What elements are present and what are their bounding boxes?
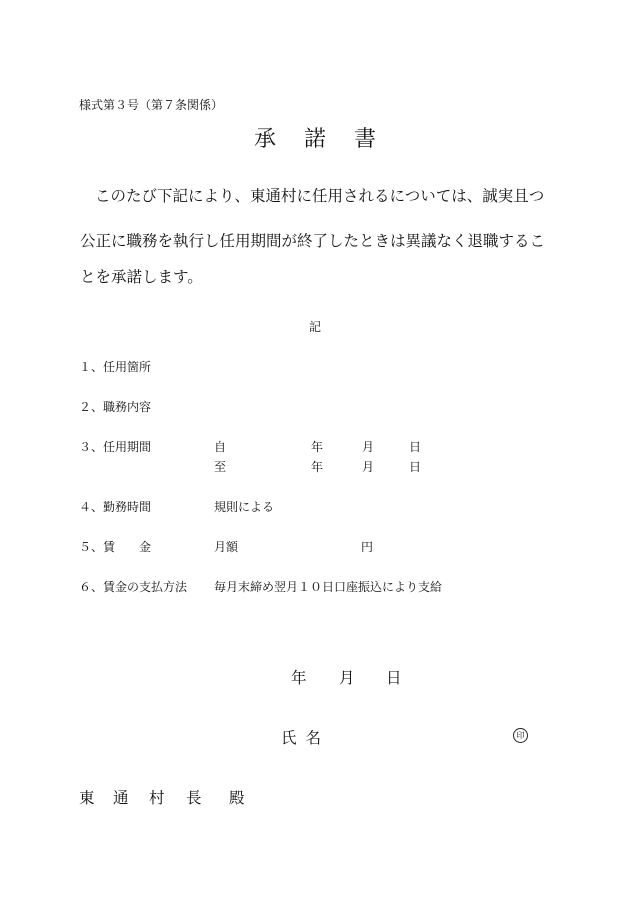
addressee bbox=[79, 786, 245, 808]
item-hours-label: ４、勤務時間 bbox=[79, 500, 152, 514]
seal-mark: 印 bbox=[513, 728, 528, 743]
body-line-3: とを承諾します。 bbox=[80, 268, 203, 286]
addressee-char-2: 通 bbox=[113, 789, 129, 807]
item-wage-unit: 円 bbox=[361, 540, 374, 554]
item-payment-value: 毎月末締め翌月１０日口座振込により支給 bbox=[214, 580, 443, 594]
period-to: 至 bbox=[214, 460, 227, 474]
name-label: 氏名 bbox=[281, 729, 331, 747]
period-from-month: 月 bbox=[362, 440, 375, 454]
item-duties-label: ２、職務内容 bbox=[79, 400, 152, 414]
item-wage-label: ５、賃 金 bbox=[79, 540, 152, 554]
addressee-char-4: 長 bbox=[186, 789, 202, 807]
body-line-1: このたび下記により、東通村に任用されるについては、誠実且つ bbox=[95, 187, 545, 205]
document-title: 承諾書 bbox=[253, 127, 404, 152]
addressee-char-1: 東 bbox=[79, 789, 95, 807]
item-hours-value: 規則による bbox=[214, 500, 275, 514]
period-from: 自 bbox=[214, 440, 227, 454]
date-day: 日 bbox=[386, 669, 402, 687]
body-line-2: 公正に職務を執行し任用期間が終了したときは異議なく退職するこ bbox=[80, 232, 546, 250]
period-to-day: 日 bbox=[409, 460, 422, 474]
period-from-year: 年 bbox=[311, 440, 324, 454]
item-wage-value: 月額 bbox=[214, 540, 239, 554]
form-number: 様式第３号（第７条関係） bbox=[79, 98, 224, 112]
ki-heading: 記 bbox=[308, 320, 321, 334]
item-period-label: ３、任用期間 bbox=[79, 440, 152, 454]
period-from-day: 日 bbox=[409, 440, 422, 454]
period-to-month: 月 bbox=[362, 460, 375, 474]
item-place-label: １、任用箇所 bbox=[79, 360, 152, 374]
period-to-year: 年 bbox=[311, 460, 324, 474]
item-payment-label: ６、賃金の支払方法 bbox=[79, 580, 188, 594]
date-year: 年 bbox=[291, 669, 307, 687]
addressee-char-5: 殿 bbox=[229, 789, 245, 807]
addressee-char-3: 村 bbox=[149, 789, 165, 807]
date-month: 月 bbox=[339, 669, 355, 687]
